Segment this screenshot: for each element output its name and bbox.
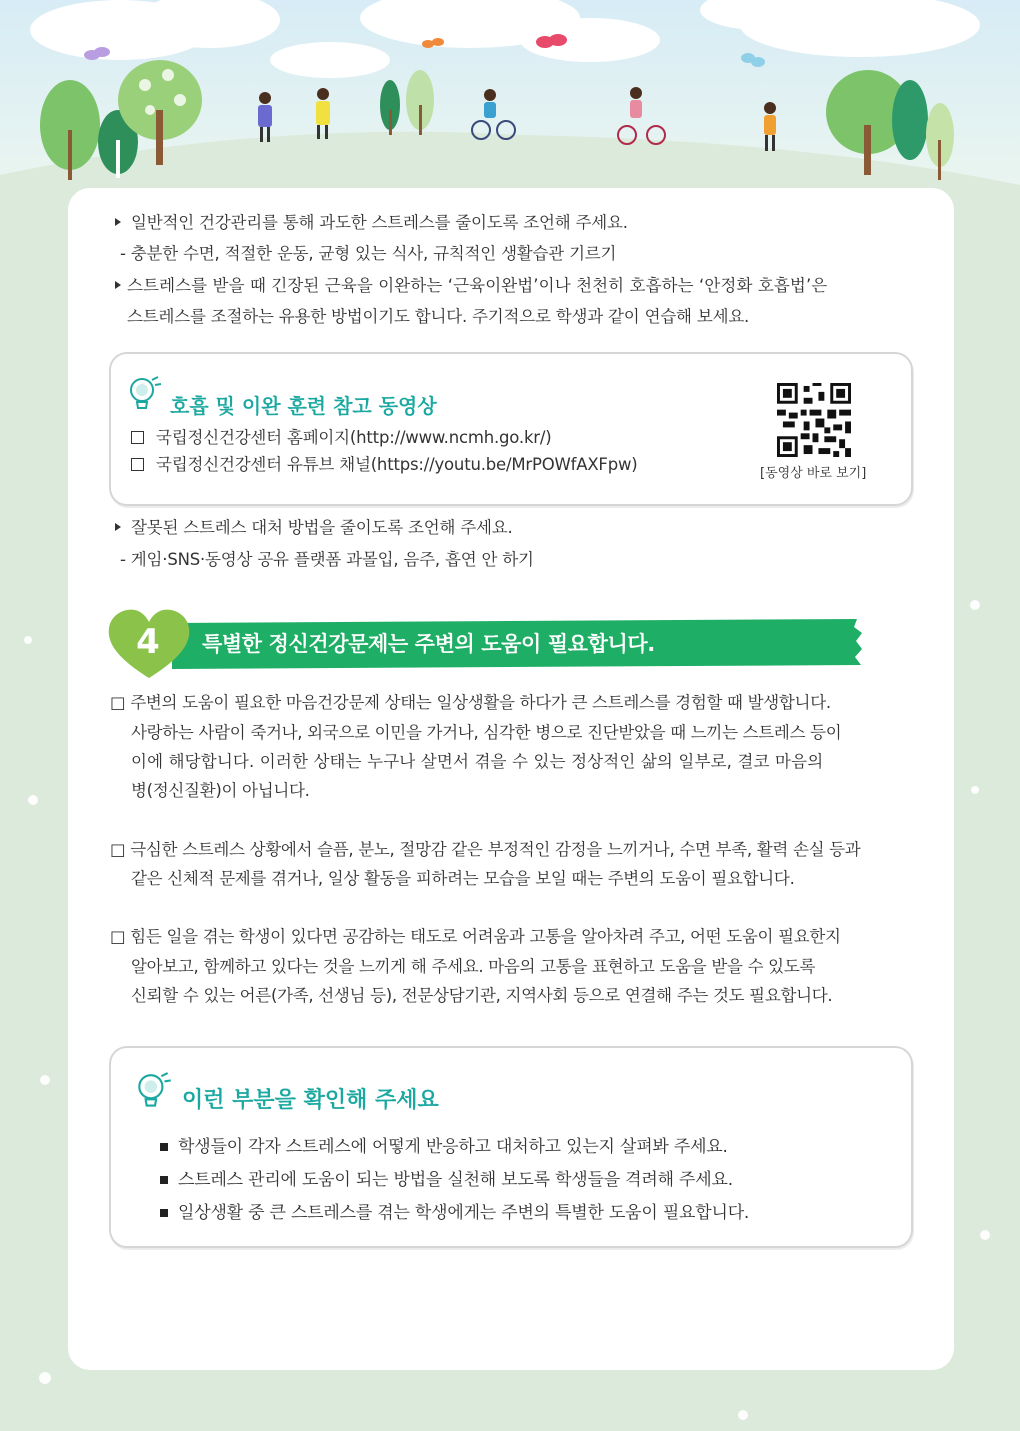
section-title: 특별한 정신건강문제는 주변의 도움이 필요합니다.: [202, 632, 655, 656]
square-bullet-icon: [160, 1143, 168, 1151]
video-link-homepage[interactable]: 국립정신건강센터 홈페이지(http://www.ncmh.go.kr/): [131, 422, 551, 453]
check-box-title: 이런 부분을 확인해 주세요: [182, 1088, 439, 1113]
video-box-title: 호흡 및 이완 훈련 참고 동영상: [170, 394, 437, 418]
qr-caption: [동영상 바로 보기]: [760, 466, 867, 481]
triangle-bullet-icon: [115, 523, 121, 531]
check-item-2: 스트레스 관리에 도움이 되는 방법을 실천해 보도록 학생들을 격려해 주세요.: [178, 1170, 733, 1190]
check-item-1: 학생들이 각자 스트레스에 어떻게 반응하고 대처하고 있는지 살펴봐 주세요.: [178, 1137, 728, 1157]
lightbulb-icon: [128, 376, 162, 416]
triangle-bullet-icon: [115, 281, 121, 289]
intro-bullet-2-line2: 스트레스를 조절하는 유용한 방법이기도 합니다. 주기적으로 학생과 같이 연습해 보세요.: [127, 307, 750, 326]
intro-bullet-2-line1: 스트레스를 받을 때 긴장된 근육을 이완하는 ‘근육이완법’이나 천천히 호흡하는 ‘안정화 호흡법’은: [127, 276, 828, 295]
paragraph-2-line-2: 같은 신체적 문제를 겪거나, 일상 활동을 피하려는 모습을 보일 때는 주변의 도움이 필요합니다.: [131, 869, 795, 888]
checkbox-icon: [131, 458, 144, 471]
intro-sub-1: - 충분한 수면, 적절한 운동, 균형 있는 식사, 규칙적인 생활습관 기르기: [120, 244, 617, 263]
video-link-youtube[interactable]: 국립정신건강센터 유튜브 채널(https://youtu.be/MrPOWfAXFpw): [131, 449, 638, 480]
coping-sub: - 게임·SNS·동영상 공유 플랫폼 과몰입, 음주, 흡연 안 하기: [120, 550, 534, 569]
paragraph-3-line-3: 신뢰할 수 있는 어른(가족, 선생님 등), 전문상담기관, 지역사회 등으로 연결해 주는 것도 필요합니다.: [131, 986, 833, 1005]
check-item-3: 일상생활 중 큰 스트레스를 겪는 학생에게는 주변의 특별한 도움이 필요합니다.: [178, 1203, 750, 1223]
paragraph-1-line-4: 병(정신질환)이 아닙니다.: [131, 781, 310, 800]
square-bullet-icon: [160, 1176, 168, 1184]
paragraph-1-line-2: 사랑하는 사람이 죽거나, 외국으로 이민을 가거나, 심각한 병으로 진단받았을 때 느끼는 스트레스 등이: [131, 723, 842, 742]
paragraph-1-line-1: □ 주변의 도움이 필요한 마음건강문제 상태는 일상생활을 하다가 큰 스트레스를 경험할 때 발생합니다.: [110, 693, 831, 712]
coping-bullet: 잘못된 스트레스 대처 방법을 줄이도록 조언해 주세요.: [131, 518, 513, 537]
triangle-bullet-icon: [115, 218, 121, 226]
checkbox-icon: [131, 431, 144, 444]
lightbulb-icon: [136, 1072, 172, 1114]
qr-code-icon[interactable]: [777, 383, 851, 457]
square-bullet-icon: [160, 1209, 168, 1217]
paragraph-1-line-3: 이에 해당합니다. 이러한 상태는 누구나 살면서 겪을 수 있는 정상적인 삶의 일부로, 결코 마음의: [131, 752, 824, 771]
intro-bullet-1: 일반적인 건강관리를 통해 과도한 스트레스를 줄이도록 조언해 주세요.: [131, 213, 628, 232]
paragraph-3-line-1: □ 힘든 일을 겪는 학생이 있다면 공감하는 태도로 어려움과 고통을 알아차려 주고, 어떤 도움이 필요한지: [110, 927, 841, 946]
paragraph-2-line-1: □ 극심한 스트레스 상황에서 슬픔, 분노, 절망감 같은 부정적인 감정을 느끼거나, 수면 부족, 활력 손실 등과: [110, 840, 861, 859]
paragraph-3-line-2: 알아보고, 함께하고 있다는 것을 느끼게 해 주세요. 마음의 고통을 표현하고 도움을 받을 수 있도록: [131, 957, 816, 976]
section-number: 4: [136, 622, 160, 662]
